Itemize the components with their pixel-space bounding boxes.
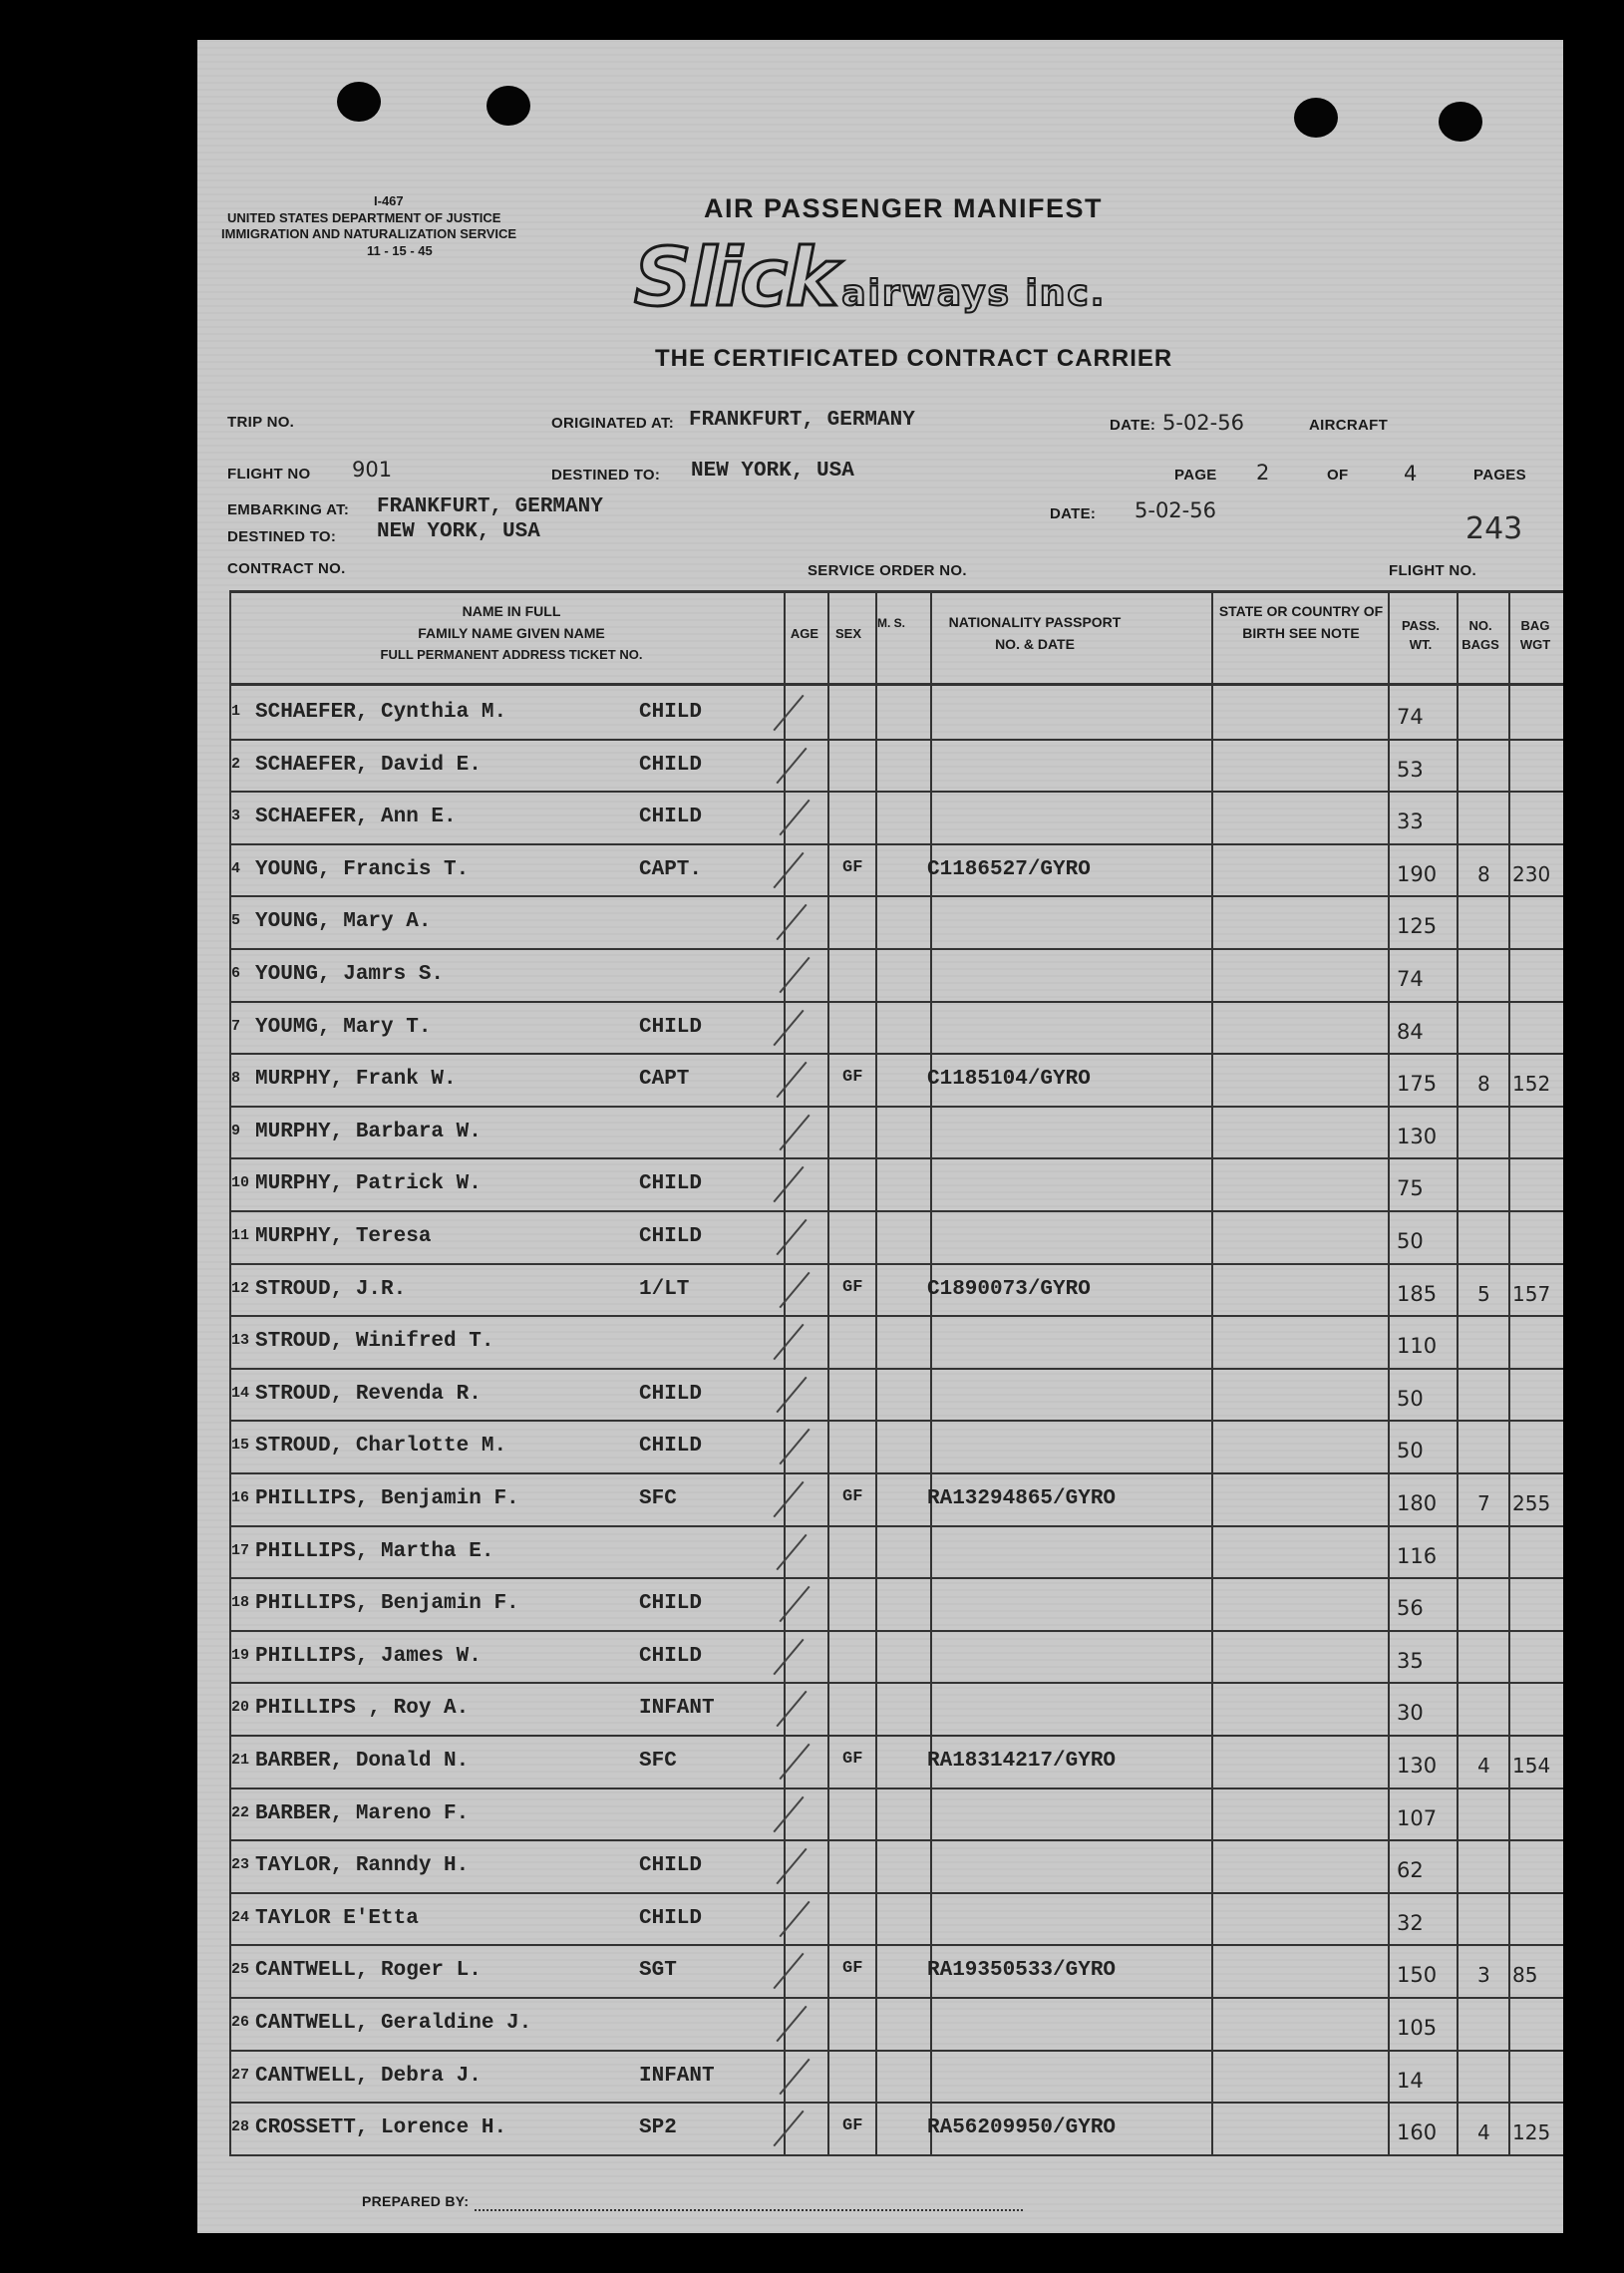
row-rule [229, 791, 1563, 793]
passenger-name: MURPHY, Patrick W. [255, 1172, 482, 1196]
passenger-name: PHILLIPS, Martha E. [255, 1539, 494, 1563]
passenger-name: PHILLIPS, Benjamin F. [255, 1487, 519, 1510]
row-rule [229, 1210, 1563, 1212]
ticket-no: INFANT [639, 1697, 715, 1721]
bag-count: 4 [1477, 2120, 1490, 2145]
logo-big: Slick [634, 231, 837, 324]
passenger-name: MURPHY, Barbara W. [255, 1120, 482, 1143]
ticket-no: SGT [639, 1959, 677, 1983]
col-nationality-header: NATIONALITY PASSPORT NO. & DATE [948, 614, 1122, 652]
age-checkmark [773, 1324, 804, 1361]
row-rule [229, 1577, 1563, 1579]
age-checkmark [776, 1219, 807, 1256]
age-checkmark [776, 1533, 807, 1570]
passenger-name: STROUD, Revenda R. [255, 1382, 482, 1406]
passenger-name: CANTWELL, Geraldine J. [255, 2012, 532, 2035]
row-number: 20 [231, 1699, 250, 1717]
row-number: 18 [231, 1594, 250, 1612]
passenger-name: STROUD, J.R. [255, 1277, 407, 1301]
date2-label: DATE: [1050, 505, 1097, 522]
passenger-name: PHILLIPS, James W. [255, 1644, 482, 1668]
row-number: 28 [231, 2118, 250, 2136]
marital-status: GF [842, 1750, 863, 1769]
destined2-value: NEW YORK, USA [377, 520, 540, 543]
prepared-by-label: PREPARED BY: [362, 2193, 470, 2209]
passenger-name: STROUD, Winifred T. [255, 1330, 494, 1354]
ticket-no: SP2 [639, 2116, 677, 2140]
col-name-header [242, 600, 781, 666]
ticket-no: CHILD [639, 1854, 703, 1878]
passenger-weight: 50 [1397, 1439, 1424, 1463]
row-number: 15 [231, 1437, 250, 1455]
ticket-no: CHILD [639, 701, 703, 724]
bag-count: 4 [1477, 1754, 1490, 1778]
ticket-no: INFANT [639, 2064, 715, 2088]
age-checkmark [776, 1848, 807, 1885]
bag-weight: 157 [1512, 1281, 1551, 1306]
marital-status: GF [842, 1959, 863, 1979]
row-number: 19 [231, 1646, 250, 1664]
age-checkmark [773, 1795, 804, 1832]
passenger-weight: 185 [1397, 1281, 1438, 1306]
row-number: 25 [231, 1961, 250, 1979]
passenger-name: YOUNG, Mary A. [255, 910, 432, 934]
passport-no: C1185104/GYRO [927, 1068, 1091, 1092]
row-rule [229, 1368, 1563, 1370]
passenger-weight: 30 [1397, 1701, 1424, 1726]
passenger-weight: 74 [1397, 705, 1424, 729]
prepared-by-line [475, 2209, 1023, 2211]
column-rule [1457, 590, 1459, 2154]
form-revision: 11 - 15 - 45 [367, 243, 433, 258]
embarking-label: EMBARKING AT: [227, 501, 350, 518]
row-number: 17 [231, 1541, 250, 1559]
passenger-name: BARBER, Mareno F. [255, 1801, 470, 1825]
passenger-weight: 35 [1397, 1648, 1424, 1673]
row-number: 22 [231, 1803, 250, 1821]
ticket-no: 1/LT [639, 1277, 690, 1301]
passenger-name: MURPHY, Teresa [255, 1225, 432, 1248]
bag-weight: 125 [1512, 2120, 1551, 2145]
row-rule [229, 1263, 1563, 1265]
service-order-label: SERVICE ORDER NO. [808, 562, 967, 579]
date-value: 5-02-56 [1162, 411, 1244, 435]
column-rule [1388, 590, 1390, 2154]
row-rule [229, 1787, 1563, 1789]
table-header-rule [229, 683, 1563, 686]
ticket-no: CHILD [639, 1592, 703, 1616]
row-rule [229, 1420, 1563, 1422]
age-checkmark [773, 852, 804, 889]
originated-label: ORIGINATED AT: [551, 415, 675, 432]
row-rule [229, 1892, 1563, 1894]
row-rule [229, 2154, 1563, 2156]
row-number: 5 [231, 912, 241, 930]
column-rule [827, 590, 829, 2154]
passenger-weight: 107 [1397, 1805, 1438, 1830]
row-rule [229, 1682, 1563, 1684]
pages-label: PAGES [1473, 467, 1526, 484]
trip-no-label: TRIP NO. [227, 414, 295, 431]
page-value: 2 [1256, 461, 1270, 485]
passenger-name: YOUMG, Mary T. [255, 1015, 432, 1039]
passenger-weight: 130 [1397, 1754, 1438, 1778]
row-rule [229, 1944, 1563, 1946]
row-number: 13 [231, 1332, 250, 1350]
row-number: 9 [231, 1122, 241, 1139]
date2-value: 5-02-56 [1135, 498, 1216, 522]
row-rule [229, 1106, 1563, 1108]
flight-no2-label: FLIGHT NO. [1389, 562, 1476, 579]
passenger-weight: 84 [1397, 1019, 1424, 1044]
col-birth-header: STATE OR COUNTRY OF BIRTH SEE NOTE [1218, 603, 1384, 641]
passenger-name: PHILLIPS , Roy A. [255, 1697, 470, 1721]
ticket-no: CHILD [639, 1015, 703, 1039]
age-checkmark [773, 1639, 804, 1676]
ticket-no: CHILD [639, 806, 703, 829]
bag-count: 8 [1477, 861, 1490, 886]
passenger-weight: 53 [1397, 757, 1424, 782]
age-checkmark [773, 1166, 804, 1203]
row-number: 16 [231, 1489, 250, 1506]
bag-count: 5 [1477, 1281, 1490, 1306]
passenger-weight: 105 [1397, 2016, 1438, 2040]
row-rule [229, 948, 1563, 950]
name-line-3: FULL PERMANENT ADDRESS TICKET NO. [380, 647, 643, 662]
row-rule [229, 2050, 1563, 2052]
form-number: I-467 [374, 193, 404, 208]
ticket-no: SFC [639, 1750, 677, 1773]
bag-weight: 152 [1512, 1072, 1551, 1097]
row-number: 23 [231, 1856, 250, 1874]
passenger-weight: 110 [1397, 1334, 1438, 1359]
row-rule [229, 895, 1563, 897]
ticket-no: CHILD [639, 1906, 703, 1930]
ticket-no: CHILD [639, 753, 703, 777]
row-rule [229, 843, 1563, 845]
col-passwt-header: PASS. WT. [1401, 618, 1441, 652]
age-checkmark [773, 1481, 804, 1518]
row-number: 6 [231, 965, 241, 982]
row-rule [229, 1053, 1563, 1055]
passenger-weight: 150 [1397, 1963, 1438, 1988]
passport-no: RA13294865/GYRO [927, 1487, 1117, 1510]
passenger-weight: 74 [1397, 967, 1424, 991]
passenger-weight: 130 [1397, 1124, 1438, 1148]
passenger-weight: 62 [1397, 1858, 1424, 1883]
form-agency-1: UNITED STATES DEPARTMENT OF JUSTICE [227, 210, 501, 225]
ticket-no: CHILD [639, 1225, 703, 1248]
bag-count: 8 [1477, 1072, 1490, 1097]
age-checkmark [773, 1009, 804, 1046]
row-rule [229, 1630, 1563, 1632]
column-rule [875, 590, 877, 2154]
col-sex-header: SEX [834, 626, 861, 641]
passenger-name: PHILLIPS, Benjamin F. [255, 1592, 519, 1616]
name-line-2: FAMILY NAME GIVEN NAME [418, 625, 605, 641]
manifest-title: AIR PASSENGER MANIFEST [704, 193, 1104, 223]
col-nobags-header: NO. BAGS [1462, 618, 1499, 652]
passenger-weight: 116 [1397, 1543, 1438, 1568]
ticket-no: CHILD [639, 1644, 703, 1668]
bag-weight: 154 [1512, 1754, 1551, 1778]
passenger-weight: 14 [1397, 2068, 1424, 2093]
embarking-value: FRANKFURT, GERMANY [377, 495, 603, 518]
passenger-name: TAYLOR, Ranndy H. [255, 1854, 470, 1878]
passenger-weight: 125 [1397, 914, 1438, 939]
passport-no: C1186527/GYRO [927, 857, 1091, 881]
passenger-weight: 50 [1397, 1386, 1424, 1411]
age-checkmark [773, 2111, 804, 2147]
flight-no-label: FLIGHT NO [227, 466, 311, 483]
name-line-1: NAME IN FULL [462, 603, 561, 619]
col-age-header: AGE [790, 626, 819, 641]
date-label: DATE: [1110, 417, 1156, 434]
passenger-name: SCHAEFER, Cynthia M. [255, 701, 507, 724]
row-number: 2 [231, 755, 241, 773]
manifest-sheet [197, 40, 1563, 2233]
col-bagwgt-header: BAG WGT [1519, 618, 1551, 652]
row-rule [229, 1001, 1563, 1003]
passenger-weight: 190 [1397, 861, 1438, 886]
marital-status: GF [842, 1068, 863, 1088]
row-rule [229, 1735, 1563, 1737]
of-label: OF [1327, 467, 1349, 484]
passport-no: RA56209950/GYRO [927, 2116, 1117, 2140]
passenger-name: CROSSETT, Lorence H. [255, 2116, 507, 2140]
row-number: 7 [231, 1017, 241, 1035]
passenger-name: MURPHY, Frank W. [255, 1068, 457, 1092]
row-number: 12 [231, 1279, 250, 1297]
passenger-weight: 160 [1397, 2120, 1438, 2145]
row-rule [229, 1525, 1563, 1527]
form-agency-2: IMMIGRATION AND NATURALIZATION SERVICE [221, 226, 517, 241]
row-number: 24 [231, 1908, 250, 1926]
of-value: 4 [1404, 462, 1418, 486]
age-checkmark [773, 695, 804, 732]
age-checkmark [776, 1377, 807, 1414]
passenger-weight: 75 [1397, 1176, 1424, 1201]
row-number: 3 [231, 808, 241, 825]
passenger-name: STROUD, Charlotte M. [255, 1435, 507, 1459]
passenger-weight: 33 [1397, 810, 1424, 834]
row-number: 21 [231, 1752, 250, 1769]
passenger-weight: 32 [1397, 1910, 1424, 1935]
age-checkmark [776, 747, 807, 784]
age-checkmark [776, 1062, 807, 1099]
marital-status: GF [842, 2116, 863, 2136]
passenger-name: TAYLOR E'Etta [255, 1906, 419, 1930]
row-number: 10 [231, 1174, 250, 1192]
passenger-name: YOUNG, Francis T. [255, 857, 470, 881]
marital-status: GF [842, 1487, 863, 1506]
passport-no: C1890073/GYRO [927, 1277, 1091, 1301]
aircraft-label: AIRCRAFT [1309, 417, 1389, 434]
row-rule [229, 2102, 1563, 2104]
row-number: 27 [231, 2066, 250, 2084]
row-number: 14 [231, 1384, 250, 1402]
row-rule [229, 739, 1563, 741]
passenger-weight: 56 [1397, 1596, 1424, 1621]
passenger-name: YOUNG, Jamrs S. [255, 963, 445, 986]
row-number: 1 [231, 703, 241, 720]
passport-no: RA18314217/GYRO [927, 1750, 1117, 1773]
bag-weight: 85 [1512, 1963, 1538, 1988]
page-label: PAGE [1174, 467, 1217, 484]
row-number: 26 [231, 2014, 250, 2031]
bag-count: 7 [1477, 1491, 1490, 1515]
row-rule [229, 1997, 1563, 1999]
bag-weight: 230 [1512, 861, 1551, 886]
logo-small: airways inc. [841, 273, 1107, 314]
passenger-table [197, 40, 1563, 2233]
ticket-no: CHILD [639, 1382, 703, 1406]
passenger-name: CANTWELL, Roger L. [255, 1959, 482, 1983]
passenger-weight: 180 [1397, 1491, 1438, 1515]
ticket-no: CAPT [639, 1068, 690, 1092]
ticket-no: CAPT. [639, 857, 703, 881]
table-top-rule [229, 590, 1563, 593]
col-ms-header: M. S. [876, 616, 905, 630]
row-number: 4 [231, 859, 241, 877]
row-rule [229, 1839, 1563, 1841]
passenger-name: SCHAEFER, Ann E. [255, 806, 457, 829]
age-checkmark [776, 2006, 807, 2043]
ticket-no: CHILD [639, 1435, 703, 1459]
row-number: 11 [231, 1227, 250, 1244]
row-rule [229, 1315, 1563, 1317]
passenger-weight: 50 [1397, 1229, 1424, 1253]
handwritten-number: 243 [1465, 511, 1523, 546]
passenger-name: SCHAEFER, David E. [255, 753, 482, 777]
ticket-no: SFC [639, 1487, 677, 1510]
row-number: 8 [231, 1070, 241, 1088]
passenger-weight: 175 [1397, 1072, 1438, 1097]
contract-label: CONTRACT NO. [227, 560, 346, 577]
row-rule [229, 1157, 1563, 1159]
passenger-name: CANTWELL, Debra J. [255, 2064, 482, 2088]
destined-label: DESTINED TO: [551, 467, 661, 484]
age-checkmark [776, 904, 807, 941]
column-rule [1211, 590, 1213, 2154]
row-rule [229, 1472, 1563, 1474]
manifest-subtitle: THE CERTIFICATED CONTRACT CARRIER [655, 345, 1173, 372]
destined2-label: DESTINED TO: [227, 528, 337, 545]
passport-no: RA19350533/GYRO [927, 1959, 1117, 1983]
flight-no-value: 901 [352, 458, 393, 482]
destined-value: NEW YORK, USA [691, 460, 854, 483]
originated-value: FRANKFURT, GERMANY [689, 409, 915, 432]
column-rule [930, 590, 932, 2154]
ticket-no: CHILD [639, 1172, 703, 1196]
bag-count: 3 [1477, 1963, 1490, 1988]
marital-status: GF [842, 857, 863, 877]
age-checkmark [773, 1953, 804, 1990]
passenger-name: BARBER, Donald N. [255, 1750, 470, 1773]
column-rule [784, 590, 786, 2154]
marital-status: GF [842, 1277, 863, 1297]
column-rule [1508, 590, 1510, 2154]
age-checkmark [776, 1691, 807, 1728]
bag-weight: 255 [1512, 1491, 1551, 1515]
